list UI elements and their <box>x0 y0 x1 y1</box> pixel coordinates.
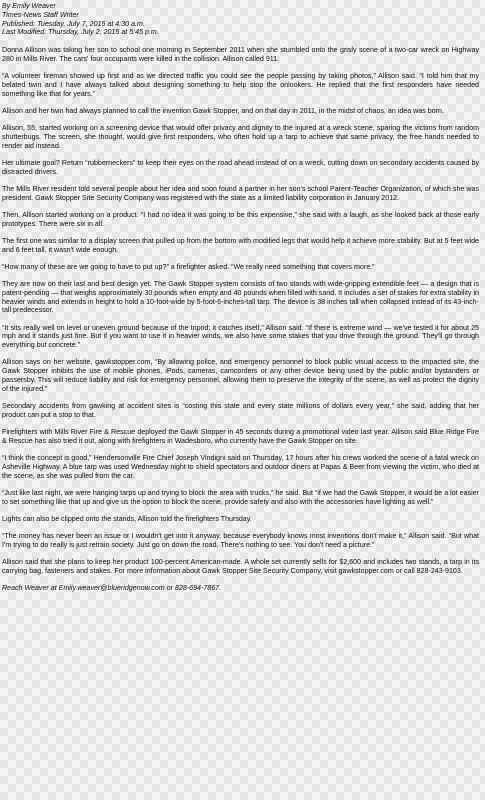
author-affiliation: Times-News Staff Writer <box>2 10 79 19</box>
paragraph: Allison, 55, started working on a screening device that would offer privacy and dignity to the injured at a wreck scene, sparing the victims from random shutterbugs. The screen, she thought, would give first responders, who often hold up a tarp to achieve that same privacy, the free hands needed to render aid instead. <box>2 124 479 150</box>
article-body <box>2 46 479 592</box>
article-byline <box>2 2 479 37</box>
paragraph: “It sits really well on level or uneven ground because of the tripod; it catches itself,” Allison said. “If there is extreme wind — we've tested it for about 25 mph and it stands just fine. But if you want to use it in heavier winds, we also have some stakes that you drive through the ground. They'll go through everything but concrete.” <box>2 323 479 350</box>
paragraph: Then, Allison started working on a product. “I had no idea it was going to be this expensive,” she said with a laugh, as she looked back at those early prototypes. There were six in all. <box>2 210 479 228</box>
paragraph: “Just like last night, we were hanging tarps up and trying to block the area with trucks,” he said. But “if we had the Gawk Stopper, it would be a lot easier to set something like that up and give us the option to block the scene, provide safety and also with the accessories have lighting as well.” <box>2 488 479 506</box>
paragraph: “The money has never been an issue or I wouldn't get into it anyway, because everybody knows most inventions don't make it,” Allison said. “But what I'm trying to do really is just retrain society. Just go on down the road. There's nothing to see. You don't need a picture.” <box>2 531 479 549</box>
paragraph: “A volunteer fireman showed up first and as we directed traffic you could see the people passing by taking photos,” Allison said. “I told him that my belated twin and I have always talked about designing something to help stop the onlookers. He replied that the first responders have needed something like that for years.” <box>2 72 479 98</box>
paragraph: Allison said that she plans to keep her product 100-percent American-made. A whole set currently sells for $2,600 and includes two stands, a tarp in its carrying bag, fasteners and stakes. For more information about Gawk Stopper Site Security Company, visit gawkstopper.com or call 828-243-9103. <box>2 557 479 575</box>
paragraph: Allison says on her website, gawkstopper.com, “By allowing police, and emergency personnel to block public visual access to the impacted site, the Gawk Stopper inhibits the use of mobile phones, iPods, cameras, camcorders or any other device being used by the public and/or bystanders or passersby. This will reduce liability and risk for emergency personnel, allowing them to preserve the integrity of the scene, as well as protect the dignity of the injured.” <box>2 358 479 393</box>
paragraph: “I think the concept is good,” Hendersonville Fire Chief Joseph Vindigni said on Thursday, 17 hours after his crews worked the scene of a fatal wreck on Asheville Highway. A blue tarp was used Wednesday night to shield spectators and outdoor diners at Papas & Beer from viewing the victim, who died at the scene, as she was pulled from the car. <box>2 453 479 480</box>
author-name: By Emily Weaver <box>2 2 56 10</box>
paragraph: Donna Allison was taking her son to school one morning in September 2011 when she stumbled onto the grisly scene of a two-car wreck on Highway 280 in Mills River. The cars' four occupants were killed in the collision. Allison called 911. <box>2 46 479 63</box>
modified-date: Last Modified: Thursday, July 2, 2015 at 5:45 p.m. <box>2 28 159 37</box>
paragraph: “How many of these are we going to have to put up?” a firefighter asked. “We really need something that covers more.” <box>2 262 375 271</box>
paragraph: The Mills River resident told several people about her idea and soon found a partner in her son's school Parent-Teacher Organization, of which she was president. Gawk Stopper Site Security Company was registered with the state as a limited liability corporation in January 2012. <box>2 184 479 202</box>
paragraph: Secondary accidents from gawking at accident sites is “costing this state and every state millions of dollars every year,” she said, adding that her product can put a stop to that. <box>2 401 479 419</box>
paragraph: Firefighters with Mills River Fire & Rescue deployed the Gawk Stopper in 45 seconds during a promotional video last year. Allison said Blue Ridge Fire & Rescue has also tried it out, along with firefighters in Wadesboro, who currently have the Gawk Stopper on site. <box>2 427 479 445</box>
paragraph: Lights can also be clipped onto the stands, Allison told the firefighters Thursday. <box>2 514 252 523</box>
paragraph: They are now on their last and best design yet. The Gawk Stopper system consists of two stands with wide-gripping extendible feet — a design that is patent-pending — that weighs approximately 30 pounds when empty and 40 pounds when filled with sand. It includes a set of stakes for extra stability in heavier winds and extends in height to hold a 10-foot-wide by 5-foot-6-inches-tall tarp. The device is 38 inches tall when collapsed instead of its 43-inch-tall predecessor. <box>2 280 479 315</box>
paragraph: The first one was similar to a display screen that pulled up from the bottom with modified legs that would help it achieve more stability. But at 5 feet wide and 6 feet tall, it wasn't wide enough. <box>2 236 479 254</box>
published-date: Published: Tuesday, July 7, 2015 at 4:30 a.m. <box>2 19 145 28</box>
paragraph: Her ultimate goal? Return “rubberneckers” to keep their eyes on the road ahead instead of on a wreck, cutting down on secondary accidents caused by distracted drivers. <box>2 158 479 176</box>
contact-line: Reach Weaver at Emily.weaver@blueridgenow.com or 828-694-7867. <box>2 583 222 592</box>
paragraph: Allison and her twin had always planned to call the invention Gawk Stopper, and on that day in 2011, in the midst of chaos, an idea was born. <box>2 106 444 115</box>
